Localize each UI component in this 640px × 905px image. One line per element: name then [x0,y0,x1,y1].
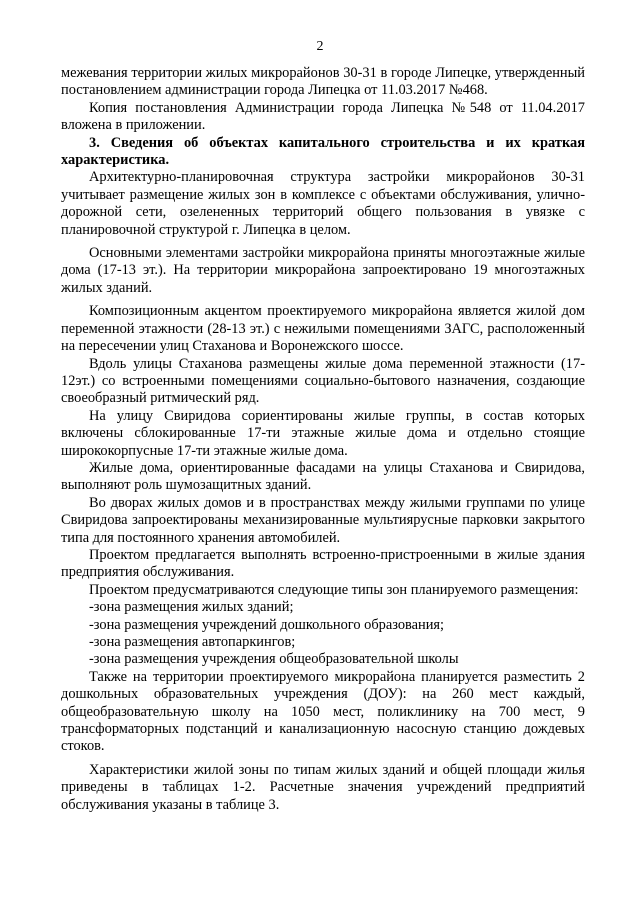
paragraph-facilities: Также на территории проектируемого микрорайона планируется разместить 2 дошкольных образовательных учреждения (ДОУ): на 260 мест каждый, общеобразовательную школу на 1050 мест, поликлинику на 700 мест, 9 трансформаторных подстанций и канализационную насосную станцию дождевых стоков. [61,668,585,755]
list-item: -зона размещения жилых зданий; [89,599,294,616]
list-item: -зона размещения учреждений дошкольного образования; [89,616,445,633]
section-heading: 3. Сведения об объектах капитального строительства и их краткая характеристика. [61,134,585,169]
paragraph-stakhanova: Вдоль улицы Стаханова размещены жилые дома переменной этажности (17-12эт.) со встроенными помещениями социально-бытового назначения, создающие своеобразный ритмический ряд. [61,355,585,407]
paragraph-accent: Композиционным акцентом проектируемого микрорайона является жилой дом переменной этажности (28-13 эт.) с нежилыми помещениями ЗАГС, расположенный на пересечении улиц Стаханова и Воронежского шоссе. [61,303,585,355]
paragraph-continuation: межевания территории жилых микрорайонов 30-31 в городе Липецке, утвержденный постановлением администрации города Липецка от 11.03.2017 №468. [61,65,585,99]
paragraph-zone-types: Проектом предусматриваются следующие типы зон планируемого размещения: [89,581,579,598]
paragraph-services: Проектом предлагается выполнять встроенно-пристроенными в жилые здания предприятия обслуживания. [61,546,585,581]
paragraph-noise: Жилые дома, ориентированные фасадами на улицы Стаханова и Свиридова, выполняют роль шумозащитных зданий. [61,459,585,494]
paragraph-sviridova: На улицу Свиридова сориентированы жилые группы, в состав которых включены сблокированные 17-ти этажные жилые дома и отдельно стоящие ширококорпусные 17-ти этажные жилые дома. [61,407,585,459]
paragraph-main-elements: Основными элементами застройки микрорайона приняты многоэтажные жилые дома (17-13 эт.). На территории микрорайона запроектировано 19 многоэтажных жилых зданий. [61,245,585,296]
paragraph-copy-notice: Копия постановления Администрации города Липецка №548 от 11.04.2017 вложена в приложении. [61,99,585,134]
paragraph-structure: Архитектурно-планировочная структура застройки микрорайонов 30-31 учитывает размещение жилых зон в комплексе с объектами обслуживания, улично-дорожной сети, озелененных территорий общего пользования в увязке с планировочной структурой г. Липецка в целом. [61,169,585,238]
page-number: 2 [316,39,324,54]
document-body [61,65,585,814]
list-item: -зона размещения автопаркингов; [89,634,296,650]
list-item: -зона размещения учреждения общеобразовательной школы [89,651,459,668]
paragraph-parking: Во дворах жилых домов и в пространствах между жилыми группами по улице Свиридова запроектированы механизированные мультиярусные парковки закрытого типа для постоянного хранения автомобилей. [61,494,585,546]
paragraph-tables-reference: Характеристики жилой зоны по типам жилых зданий и общей площади жилья приведены в таблицах 1-2. Расчетные значения учреждений предприятий обслуживания указаны в таблице 3. [61,761,585,813]
